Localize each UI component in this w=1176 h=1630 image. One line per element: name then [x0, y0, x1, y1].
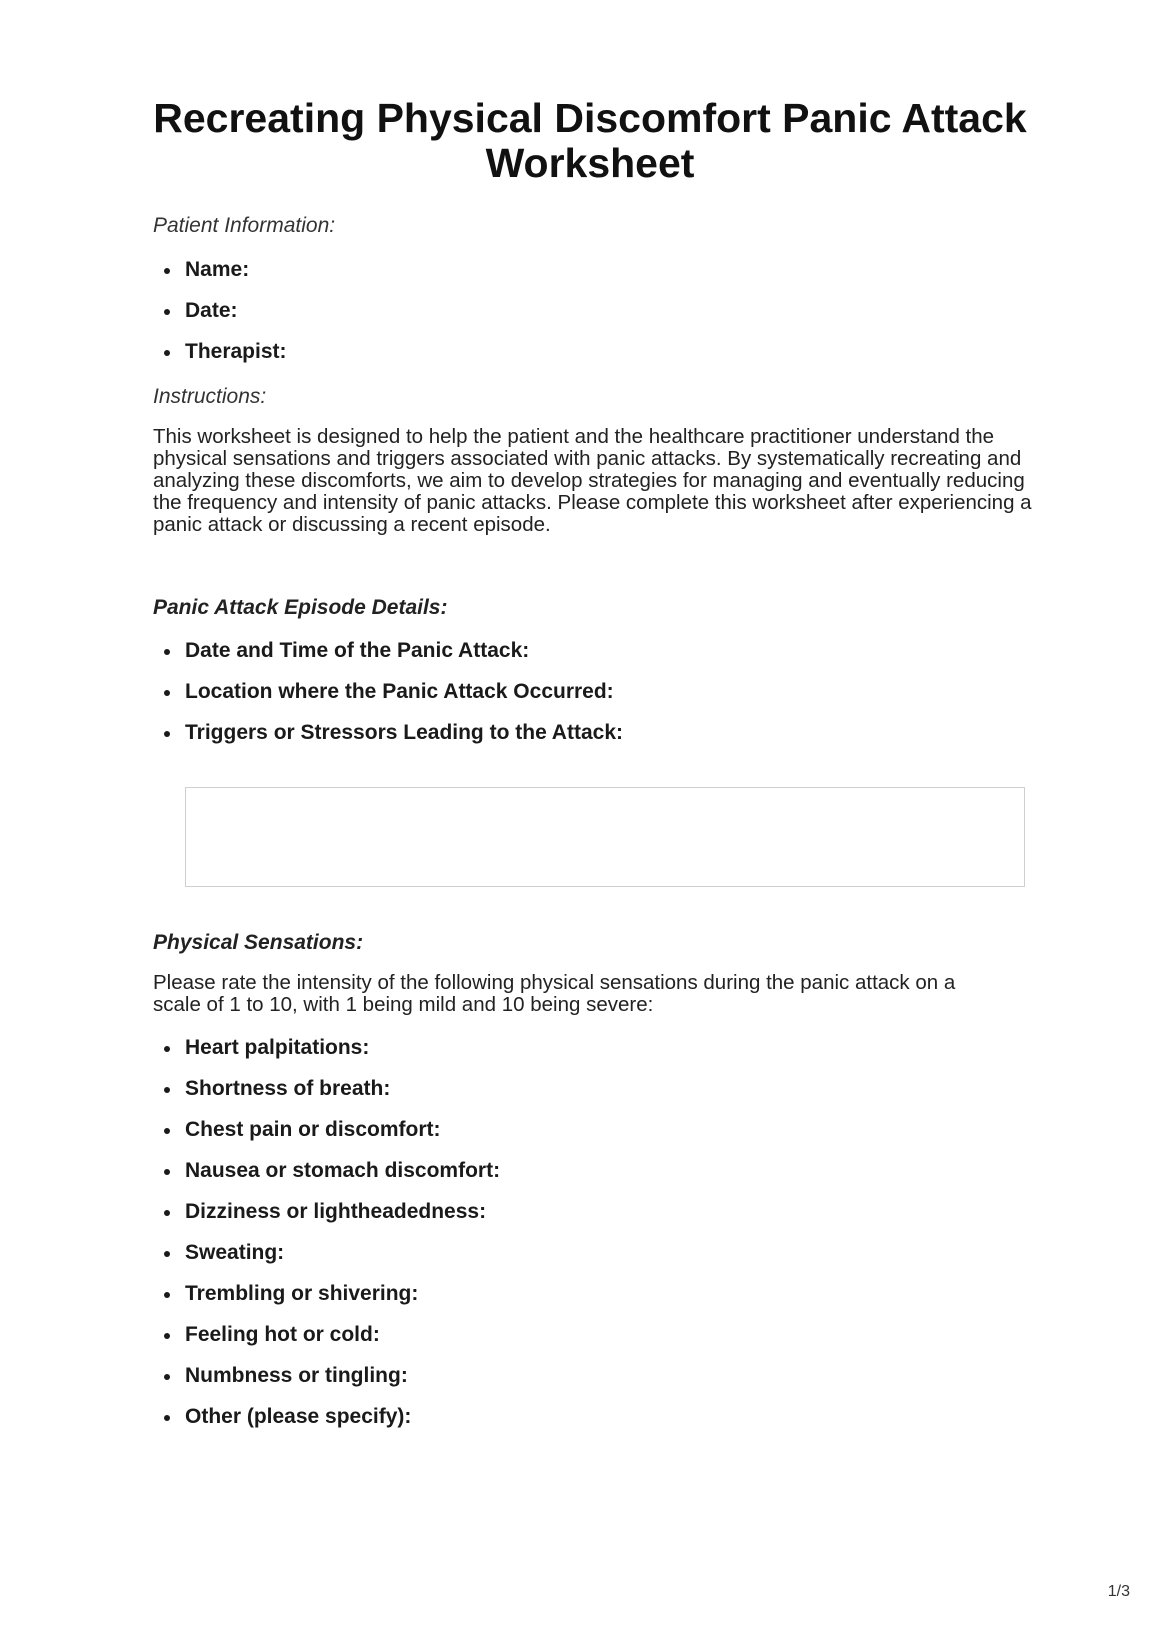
episode-triggers-field[interactable]: Triggers or Stressors Leading to the Attack:: [153, 721, 623, 745]
episode-heading: Panic Attack Episode Details:: [153, 596, 448, 619]
triggers-answer-box[interactable]: [185, 787, 1025, 887]
bullet-icon: [164, 1046, 170, 1052]
bullet-icon: [164, 690, 170, 696]
bullet-icon: [164, 731, 170, 737]
episode-datetime-field[interactable]: Date and Time of the Panic Attack:: [153, 639, 623, 663]
episode-location-field[interactable]: Location where the Panic Attack Occurred:: [153, 680, 623, 704]
bullet-icon: [164, 1333, 170, 1339]
bullet-icon: [164, 649, 170, 655]
instructions-label: Instructions:: [153, 385, 267, 408]
sensation-hot-cold[interactable]: Feeling hot or cold:: [153, 1323, 500, 1347]
sensation-nausea[interactable]: Nausea or stomach discomfort:: [153, 1159, 500, 1183]
sensation-chest-pain[interactable]: Chest pain or discomfort:: [153, 1118, 500, 1142]
patient-name-field[interactable]: Name:: [153, 258, 287, 282]
sensation-other[interactable]: Other (please specify):: [153, 1405, 500, 1429]
page-title: Recreating Physical Discomfort Panic Attack Worksheet: [153, 95, 1027, 186]
sensation-shortness-of-breath[interactable]: Shortness of breath:: [153, 1077, 500, 1101]
bullet-icon: [164, 268, 170, 274]
sensation-dizziness[interactable]: Dizziness or lightheadedness:: [153, 1200, 500, 1224]
bullet-icon: [164, 309, 170, 315]
sensations-heading: Physical Sensations:: [153, 931, 364, 954]
sensations-list: [153, 1036, 500, 1429]
bullet-icon: [164, 350, 170, 356]
patient-therapist-field[interactable]: Therapist:: [153, 340, 287, 364]
bullet-icon: [164, 1251, 170, 1257]
patient-info-list: [153, 258, 287, 364]
page-number: 1/3: [1107, 1583, 1130, 1600]
sensations-instructions: Please rate the intensity of the following physical sensations during the panic attack on a scale of 1 to 10, with 1 being mild and 10 being severe:: [153, 971, 956, 1016]
bullet-icon: [164, 1415, 170, 1421]
sensation-numbness[interactable]: Numbness or tingling:: [153, 1364, 500, 1388]
patient-info-label: Patient Information:: [153, 214, 336, 237]
bullet-icon: [164, 1128, 170, 1134]
bullet-icon: [164, 1374, 170, 1380]
bullet-icon: [164, 1169, 170, 1175]
patient-date-field[interactable]: Date:: [153, 299, 287, 323]
sensation-heart-palpitations[interactable]: Heart palpitations:: [153, 1036, 500, 1060]
sensation-trembling[interactable]: Trembling or shivering:: [153, 1282, 500, 1306]
bullet-icon: [164, 1087, 170, 1093]
instructions-text: This worksheet is designed to help the patient and the healthcare practitioner understand the physical sensations and triggers associated with panic attacks. By systematically recreating and analyzing these discomforts, we aim to develop strategies for managing and eventually reducing the frequency and intensity of panic attacks. Please complete this worksheet after experiencing a panic attack or discussing a recent episode.: [153, 425, 1032, 536]
bullet-icon: [164, 1210, 170, 1216]
episode-details-list: [153, 639, 623, 745]
bullet-icon: [164, 1292, 170, 1298]
sensation-sweating[interactable]: Sweating:: [153, 1241, 500, 1265]
